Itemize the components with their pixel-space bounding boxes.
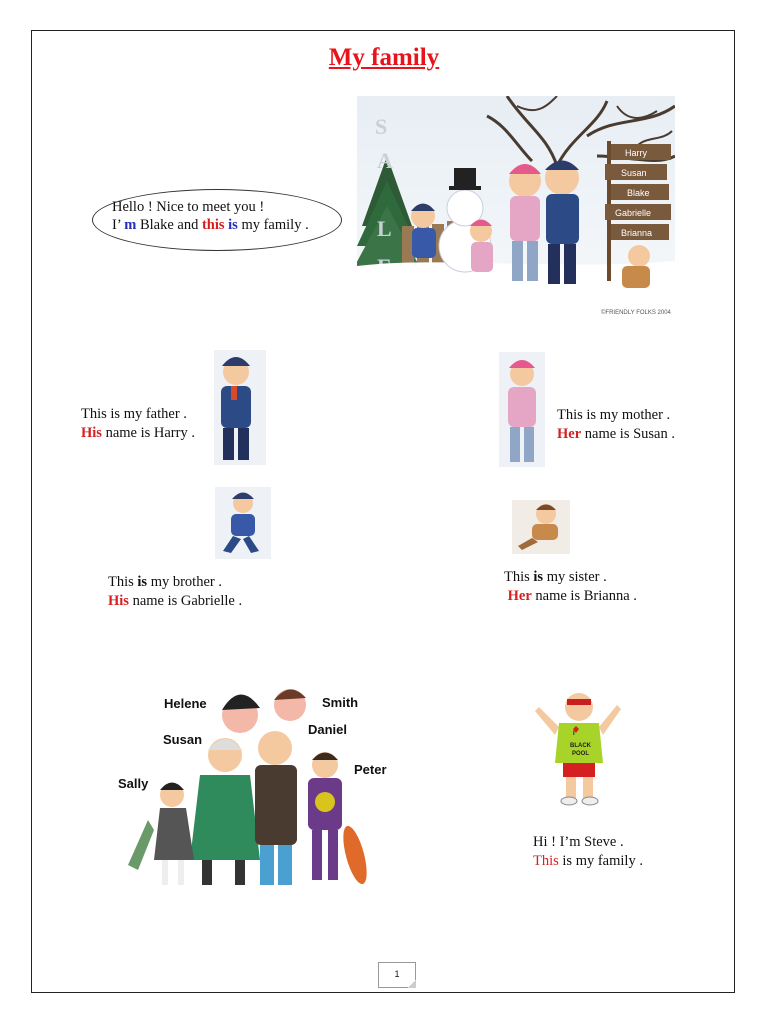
mother-text: This is my mother . Her name is Susan . bbox=[557, 407, 675, 442]
family-label-peter: Peter bbox=[354, 762, 387, 777]
scene-credit: ©FRIENDLY FOLKS 2004 bbox=[601, 310, 671, 316]
sister-text: This is my sister . Her name is Brianna . bbox=[504, 569, 637, 604]
sister-figure bbox=[512, 500, 570, 554]
steve-figure bbox=[533, 685, 625, 807]
page-title: My family bbox=[328, 44, 440, 71]
family-label-susan: Susan bbox=[163, 732, 203, 747]
brother-text: This is my brother . His name is Gabrielle . bbox=[108, 574, 243, 609]
mother-figure bbox=[499, 352, 545, 467]
snow-letter-s: S bbox=[375, 114, 388, 139]
intro-line-2: I’ m Blake and this is my family . bbox=[112, 217, 309, 233]
father-text: This is my father . His name is Harry . bbox=[81, 406, 195, 441]
shirt-text-i: I bbox=[573, 731, 575, 737]
steve-text: Hi ! I’m Steve . This is my family . bbox=[533, 834, 643, 869]
family-label-smith: Smith bbox=[322, 695, 359, 710]
signpost-harry: Harry bbox=[625, 148, 647, 158]
brother-figure bbox=[215, 487, 271, 559]
signpost-blake: Blake bbox=[627, 188, 650, 198]
signpost-gabrielle: Gabrielle bbox=[615, 208, 652, 218]
snow-letter-a: A bbox=[377, 148, 393, 173]
speech-bubble-text bbox=[112, 198, 309, 234]
family-label-sally: Sally bbox=[118, 776, 149, 791]
shirt-text-black: BLACK bbox=[570, 743, 591, 749]
shirt-text-pool: POOL bbox=[572, 751, 590, 757]
father-figure bbox=[214, 350, 266, 465]
signpost-susan: Susan bbox=[621, 168, 647, 178]
family-label-helene: Helene bbox=[164, 696, 207, 711]
cartoon-family-illustration bbox=[110, 680, 380, 895]
snow-letter-l: L bbox=[377, 216, 392, 241]
page-number: 1 bbox=[378, 962, 416, 988]
signpost-brianna: Brianna bbox=[621, 228, 653, 238]
snow-family-illustration bbox=[357, 96, 675, 318]
intro-line-1: Hello ! Nice to meet you ! bbox=[112, 199, 265, 215]
family-label-daniel: Daniel bbox=[308, 722, 348, 737]
